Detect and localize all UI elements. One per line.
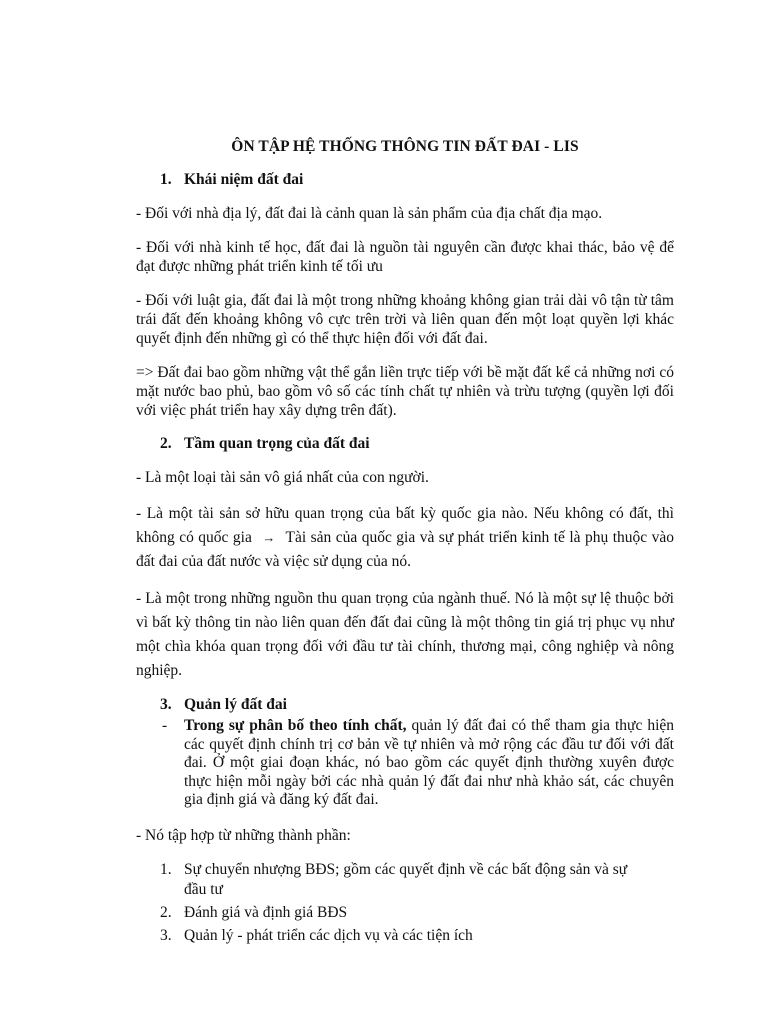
list-item	[136, 926, 674, 946]
paragraph: - Nó tập hợp từ những thành phần:	[136, 826, 351, 844]
section-heading-1	[136, 171, 674, 189]
dash-bullet: -	[162, 717, 168, 734]
section-heading-3	[136, 696, 674, 714]
list-number: 2.	[160, 903, 172, 921]
paragraph: => Đất đai bao gồm những vật thể gắn liền trực tiếp với bề mặt đất kể cả những nơi có mặt nước bao phủ, bao gồm vô số các tính chất tự nhiên và trừu tượng (quyền lợi đối với việc phát triển hay xây dựng trên đất).	[136, 364, 674, 419]
paragraph: - Là một loại tài sản vô giá nhất của con người.	[136, 469, 429, 486]
list-number: 1.	[160, 860, 172, 878]
section-number: 2.	[160, 435, 172, 452]
item-body: quản lý đất đai có thể tham gia thực hiện các quyết định chính trị cơ bản về tự nhiên và mở rộng các đầu tư đối với đất đai. Ở một giai đoạn khác, nó bao gồm các quyết định thường xuyên được thực hiện mỗi ngày bởi các nhà quản lý đất đai như nhà khảo sát, các chuyên gia định giá và đăng ký đất đai.	[184, 717, 675, 808]
list-text: Quản lý - phát triển các dịch vụ và các tiện ích	[184, 926, 473, 944]
paragraph: - Là một trong những nguồn thu quan trọng của ngành thuế. Nó là một sự lệ thuộc bởi vì bất kỳ thông tin nào liên quan đến đất đai cũng là một thông tin giá trị phục vụ như một chìa khóa quan trọng đối với đầu tư tài chính, thương mại, công nghiệp và nông nghiệp.	[136, 590, 674, 679]
section-title: Tầm quan trọng của đất đai	[184, 435, 370, 452]
list-item	[136, 860, 674, 900]
dash-item-text	[184, 717, 674, 810]
paragraph	[136, 502, 674, 574]
paragraph: - Đối với nhà địa lý, đất đai là cảnh quan là sản phẩm của địa chất địa mạo.	[136, 205, 603, 222]
section-title: Quản lý đất đai	[184, 696, 287, 713]
document-title: ÔN TẬP HỆ THỐNG THÔNG TIN ĐẤT ĐAI - LIS	[231, 138, 579, 155]
dash-list-item	[136, 717, 674, 810]
section-heading-2	[136, 435, 674, 453]
list-item	[136, 903, 674, 923]
paragraph-text: - Là một tài sản sở hữu quan trọng của bất kỳ quốc gia nào. Nếu không có đất, thì không có quốc gia	[136, 505, 674, 546]
section-title: Khái niệm đất đai	[184, 171, 304, 188]
components-list	[136, 860, 674, 946]
section-number: 3.	[160, 696, 172, 713]
section-number: 1.	[160, 171, 172, 188]
paragraph: - Đối với nhà kinh tế học, đất đai là nguồn tài nguyên cần được khai thác, bảo vệ để đạt được những phát triển kinh tế tối ưu	[136, 239, 674, 275]
paragraph: - Đối với luật gia, đất đai là một trong những khoảng không gian trải dài vô tận từ tâm trái đất đến khoảng không vô cực trên trời và liên quan đến một loạt quyền lợi khác quyết định đến những gì có thể thực hiện đối với đất đai.	[136, 292, 674, 347]
list-number: 3.	[160, 926, 172, 944]
right-arrow-icon: →	[262, 530, 276, 545]
list-text: Sự chuyển nhượng BĐS; gồm các quyết định về các bất động sản và sự đầu tư	[184, 860, 628, 898]
bold-lead: Trong sự phân bố theo tính chất,	[184, 717, 407, 734]
list-text: Đánh giá và định giá BĐS	[184, 903, 348, 921]
paragraph-text: Tài sản của quốc gia và sự phát triển kinh tế là phụ thuộc vào đất đai của đất nước và việc sử dụng của nó.	[136, 529, 674, 570]
